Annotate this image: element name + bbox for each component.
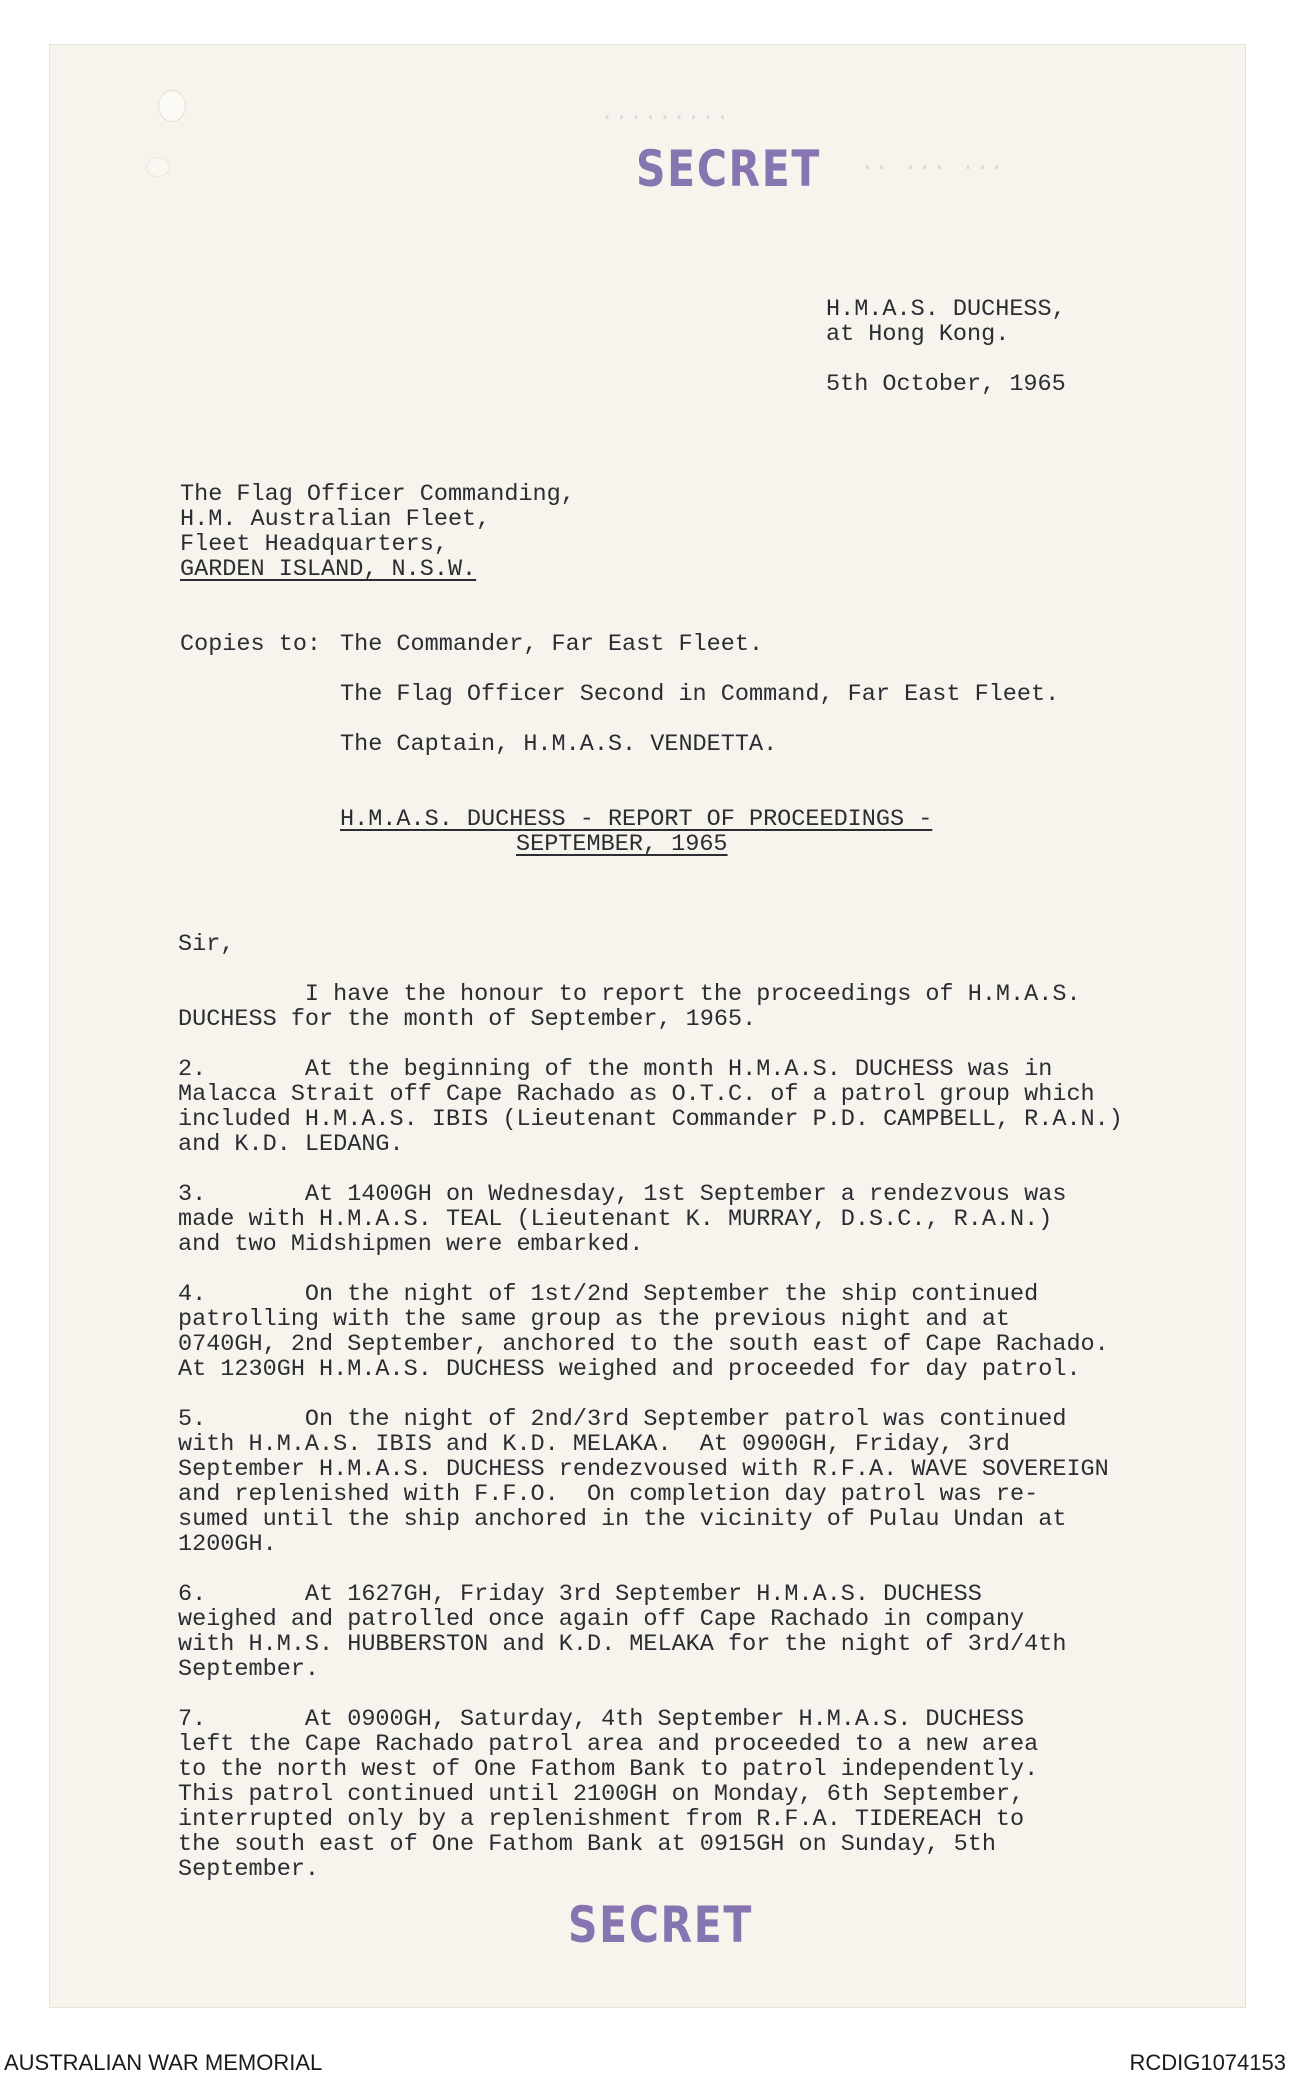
paragraph: 2. At the beginning of the month H.M.A.S. DUCHESS was in Malacca Strait off Cape Rachado as O.T.C. of a patrol group which included H.M.A.S. IBIS (Lieutenant Commander P.D. CAMPBELL, R.A.N.) and K.D. LEDANG. [178,1056,1123,1158]
paragraph: 3. At 1400GH on Wednesday, 1st September a rendezvous was made with H.M.A.S. TEAL (Lieutenant K. MURRAY, D.S.C., R.A.N.) and two Midshipmen were embarked. [178,1181,1067,1258]
copies-recipient: The Commander, Far East Fleet. [340,631,764,658]
addressee-line: GARDEN ISLAND, N.S.W. [180,556,477,583]
paper-tear [146,157,170,177]
paragraph: 6. At 1627GH, Friday 3rd September H.M.A.S. DUCHESS weighed and patrolled once again off Cape Rachado in company with H.M.S. HUBBERSTON and K.D. MELAKA for the night of 3rd/4th September. [178,1581,1067,1683]
addressee-line: H.M. Australian Fleet, [180,506,491,533]
faint-pencil-mark: ......... [600,100,730,127]
header-ship: H.M.A.S. DUCHESS, [826,296,1066,323]
punch-hole [158,90,186,122]
paragraph: 4. On the night of 1st/2nd September the ship continued patrolling with the same group as the previous night and at 0740GH, 2nd September, anchored to the south east of Cape Rachado. At 1230GH H.M.A.S. DUCHESS weighed and proceeded for day patrol. [178,1281,1109,1383]
salutation: Sir, [178,931,235,958]
subject-line: H.M.A.S. DUCHESS - REPORT OF PROCEEDINGS - [340,806,933,833]
header-date: 5th October, 1965 [826,371,1066,398]
paragraph: 7. At 0900GH, Saturday, 4th September H.M.A.S. DUCHESS left the Cape Rachado patrol area and proceeded to a new area to the north west of One Fathom Bank to patrol independently. This patrol continued until 2100GH on Monday, 6th September, interrupted only by a replenishment from R.F.A. TIDEREACH to the south east of One Fathom Bank at 0915GH on Sunday, 5th September. [178,1706,1039,1883]
copies-recipient: The Flag Officer Second in Command, Far East Fleet. [340,681,1060,708]
copies-recipient: The Captain, H.M.A.S. VENDETTA. [340,731,778,758]
paragraph: 5. On the night of 2nd/3rd September patrol was continued with H.M.A.S. IBIS and K.D. MELAKA. At 0900GH, Friday, 3rd September H.M.A.S. DUCHESS rendezvoused with R.F.A. WAVE SOVEREIGN and replenished with F.F.O. On completion day patrol was re- sumed until the ship anchored in the vicinity of Pulau Undan at 1200GH. [178,1406,1109,1558]
header-location: at Hong Kong. [826,321,1010,348]
footer-record-id: RCDIG1074153 [1129,2050,1286,2075]
addressee-line: Fleet Headquarters, [180,531,448,558]
secret-stamp-top: SECRET [636,140,822,198]
addressee-line: The Flag Officer Commanding, [180,481,575,508]
secret-stamp-bottom: SECRET [568,1896,754,1954]
faint-pencil-mark: .. ... ... [860,150,1005,177]
footer-institution: AUSTRALIAN WAR MEMORIAL [4,2050,323,2075]
subject-line: SEPTEMBER, 1965 [516,831,728,858]
paragraph: I have the honour to report the proceedings of H.M.A.S. DUCHESS for the month of September, 1965. [178,981,1081,1033]
copies-label: Copies to: [180,631,322,658]
